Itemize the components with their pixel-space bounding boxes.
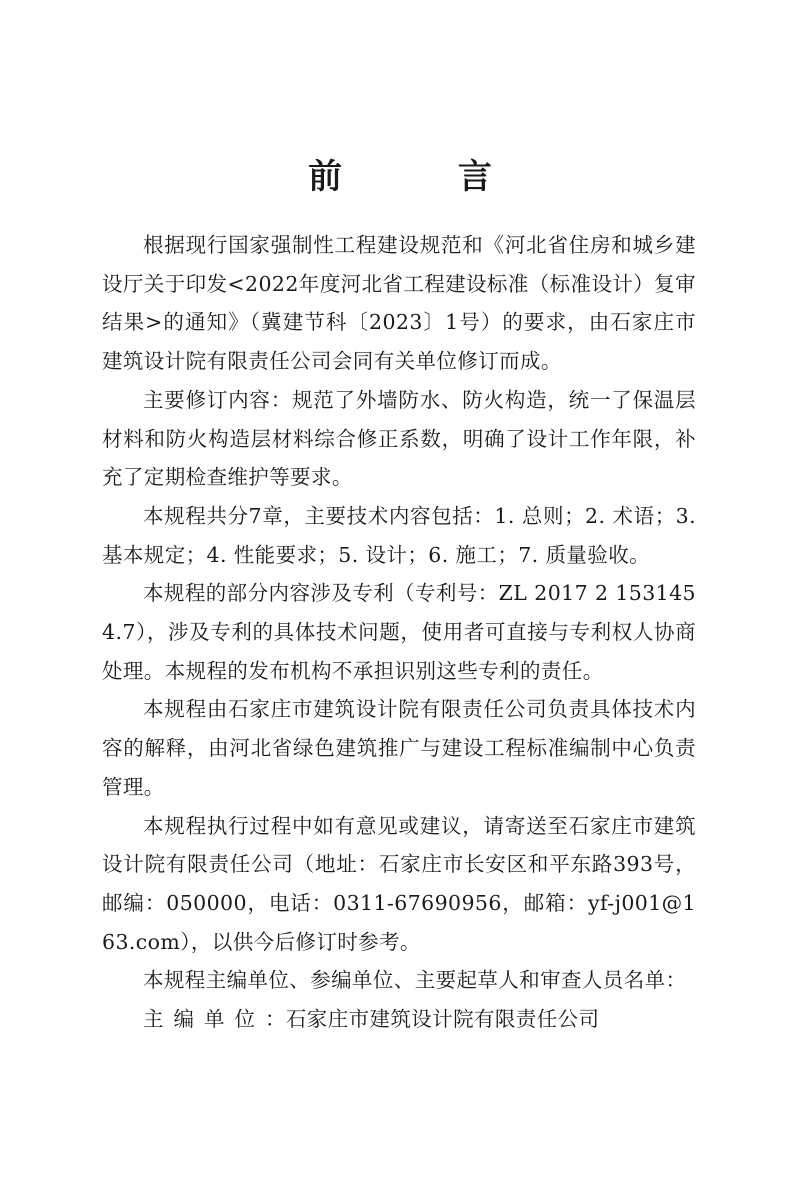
editor-unit-value: 石家庄市建筑设计院有限责任公司 (285, 1007, 600, 1032)
paragraph-basis: 根据现行国家强制性工程建设规范和《河北省住房和城乡建设厅关于印发<2022年度河北省工程建设标准（标准设计）复审结果>的通知》（冀建节科〔2023〕1号）的要求，由石家庄市建筑设计院有限责任公司会同有关单位修订而成。 (102, 233, 696, 374)
editor-unit-separator: ： (265, 1007, 286, 1032)
paragraph-feedback: 本规程执行过程中如有意见或建议，请寄送至石家庄市建筑设计院有限责任公司（地址：石家庄市长安区和平东路393号，邮编：050000，电话：0311-67690956，邮箱：yf-j001@163.com），以供今后修订时参考。 (102, 813, 696, 954)
paragraph-patent: 本规程的部分内容涉及专利（专利号：ZL 2017 2 1531454.7），涉及专利的具体技术问题，使用者可直接与专利权人协商处理。本规程的发布机构不承担识别这些专利的责任。 (102, 581, 696, 683)
paragraph-personnel-intro: 本规程主编单位、参编单位、主要起草人和审查人员名单： (143, 968, 687, 993)
editor-unit-label: 主编单位 (143, 1007, 265, 1032)
page-title: 前 言 (308, 157, 544, 197)
editor-unit-line (102, 1000, 696, 1039)
paragraph-revisions: 主要修订内容：规范了外墙防水、防火构造，统一了保温层材料和防火构造层材料综合修正系数，明确了设计工作年限，补充了定期检查维护等要求。 (102, 387, 696, 490)
body-text (102, 226, 696, 1039)
paragraph-chapters: 本规程共分7章，主要技术内容包括：1. 总则；2. 术语；3. 基本规定；4. 性能要求；5. 设计；6. 施工；7. 质量验收。 (102, 503, 696, 567)
paragraph-interpretation: 本规程由石家庄市建筑设计院有限责任公司负责具体技术内容的解释，由河北省绿色建筑推广与建设工程标准编制中心负责管理。 (102, 697, 696, 799)
